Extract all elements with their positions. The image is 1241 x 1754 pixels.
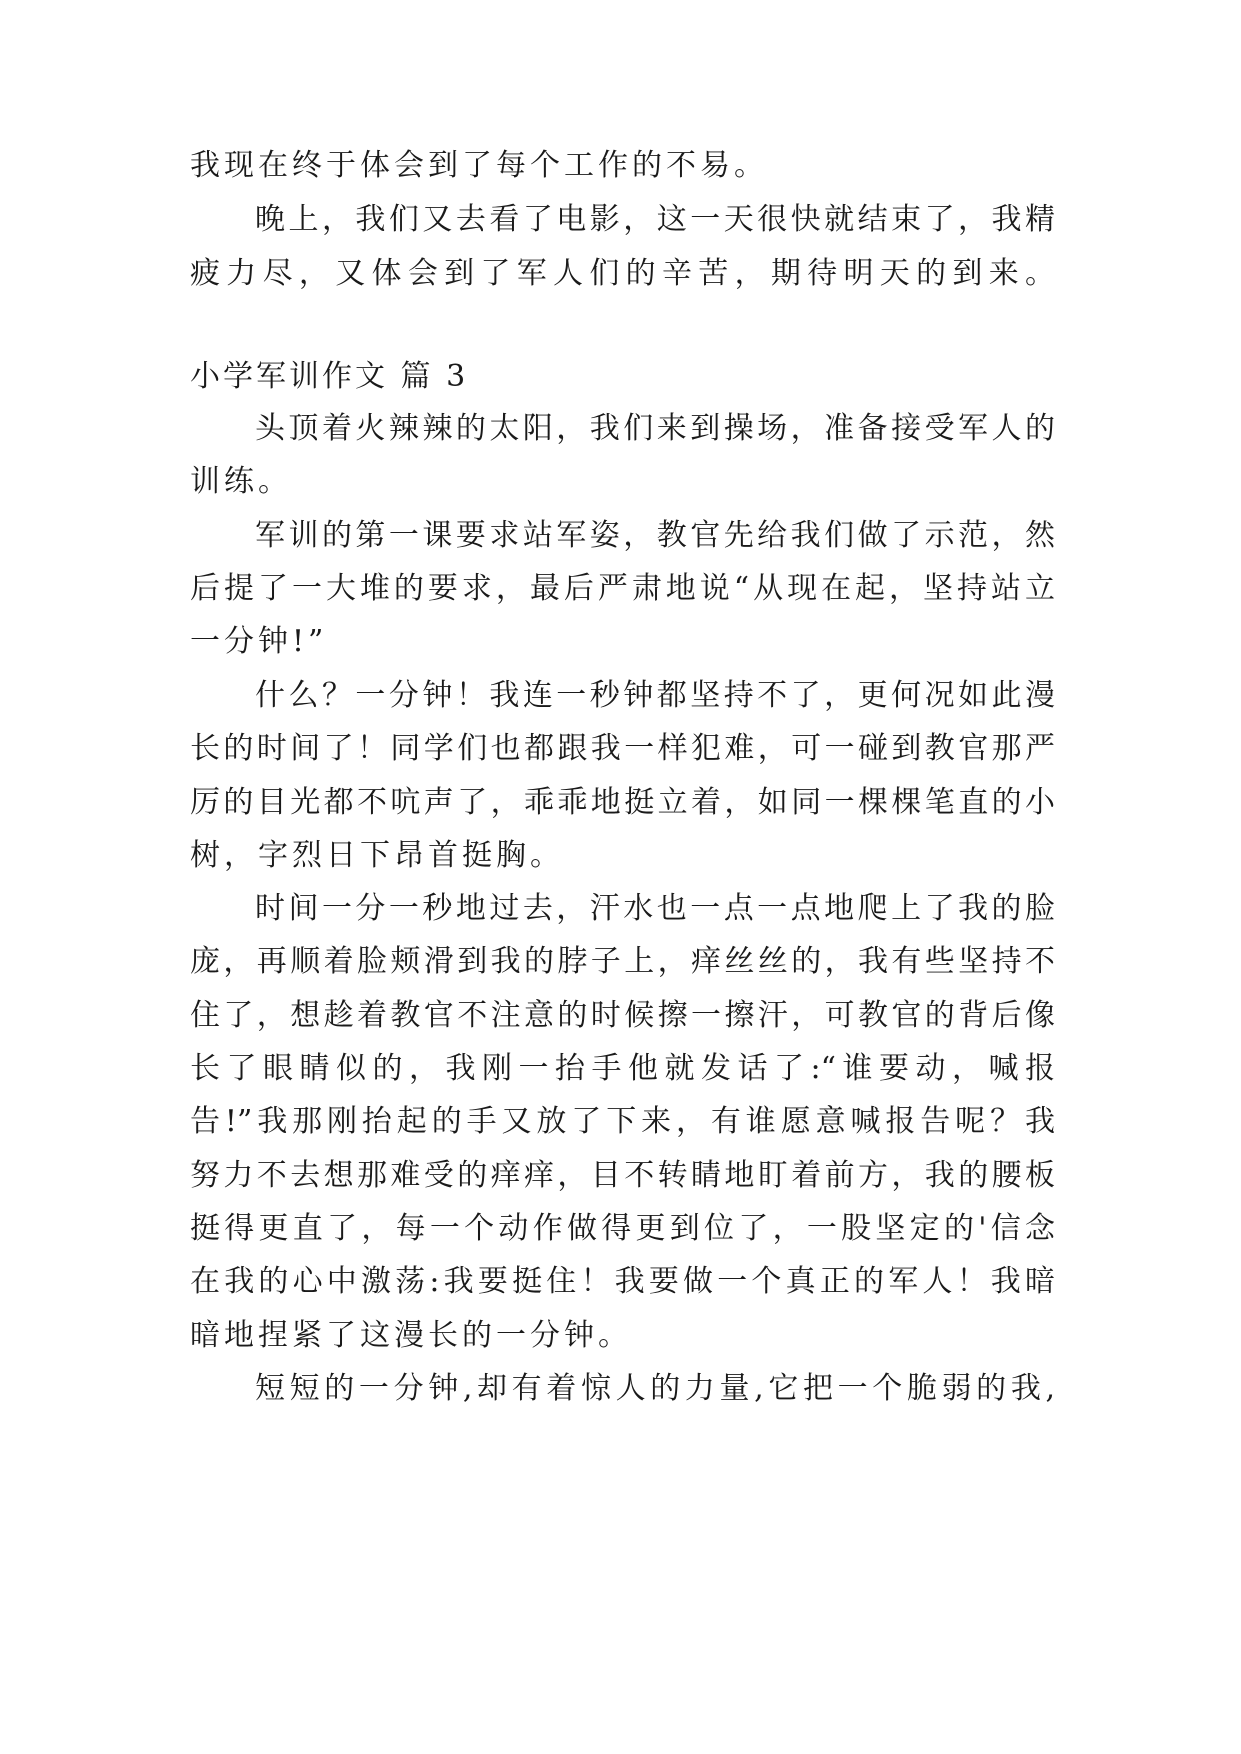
- text-line: 厉的目光都不吭声了，乖乖地挺立着，如同一棵棵笔直的小: [190, 785, 1055, 820]
- text-line: 庞，再顺着脸颊滑到我的脖子上，痒丝丝的，我有些坚持不: [190, 944, 1055, 979]
- text-line: 时间一分一秒地过去，汗水也一点一点地爬上了我的脸: [255, 891, 1055, 926]
- text-line: 我现在终于体会到了每个工作的不易。: [190, 148, 768, 183]
- text-line: 挺得更直了，每一个动作做得更到位了，一股坚定的'信念: [190, 1211, 1055, 1246]
- text-line: 后提了一大堆的要求，最后严肃地说“从现在起，坚持站立: [190, 571, 1055, 606]
- text-line: 告!”我那刚抬起的手又放了下来，有谁愿意喊报告呢？我: [190, 1104, 1055, 1139]
- text-line: 一分钟!”: [190, 624, 328, 659]
- text-line: 晚上，我们又去看了电影，这一天很快就结束了，我精: [255, 202, 1055, 237]
- text-line: 训练。: [190, 464, 292, 499]
- section-title: 小学军训作文 篇 3: [190, 359, 469, 394]
- text-line: 长的时间了！同学们也都跟我一样犯难，可一碰到教官那严: [190, 731, 1055, 766]
- text-line: 努力不去想那难受的痒痒，目不转睛地盯着前方，我的腰板: [190, 1158, 1055, 1193]
- text-line: 暗地捏紧了这漫长的一分钟。: [190, 1318, 632, 1353]
- text-line: 树，字烈日下昂首挺胸。: [190, 838, 564, 873]
- text-line: 军训的第一课要求站军姿，教官先给我们做了示范，然: [255, 518, 1055, 553]
- text-line: 短短的一分钟,却有着惊人的力量,它把一个脆弱的我,: [255, 1371, 1055, 1406]
- text-line: 住了，想趁着教官不注意的时候擦一擦汗，可教官的背后像: [190, 998, 1055, 1033]
- text-line: 长了眼睛似的，我刚一抬手他就发话了:“谁要动，喊报: [190, 1051, 1055, 1086]
- text-line: 疲力尽，又体会到了军人们的辛苦，期待明天的到来。: [190, 256, 1055, 291]
- text-line: 什么？一分钟！我连一秒钟都坚持不了，更何况如此漫: [255, 678, 1055, 713]
- text-line: 在我的心中激荡:我要挺住！我要做一个真正的军人！我暗: [190, 1264, 1055, 1299]
- text-line: 头顶着火辣辣的太阳，我们来到操场，准备接受军人的: [255, 411, 1055, 446]
